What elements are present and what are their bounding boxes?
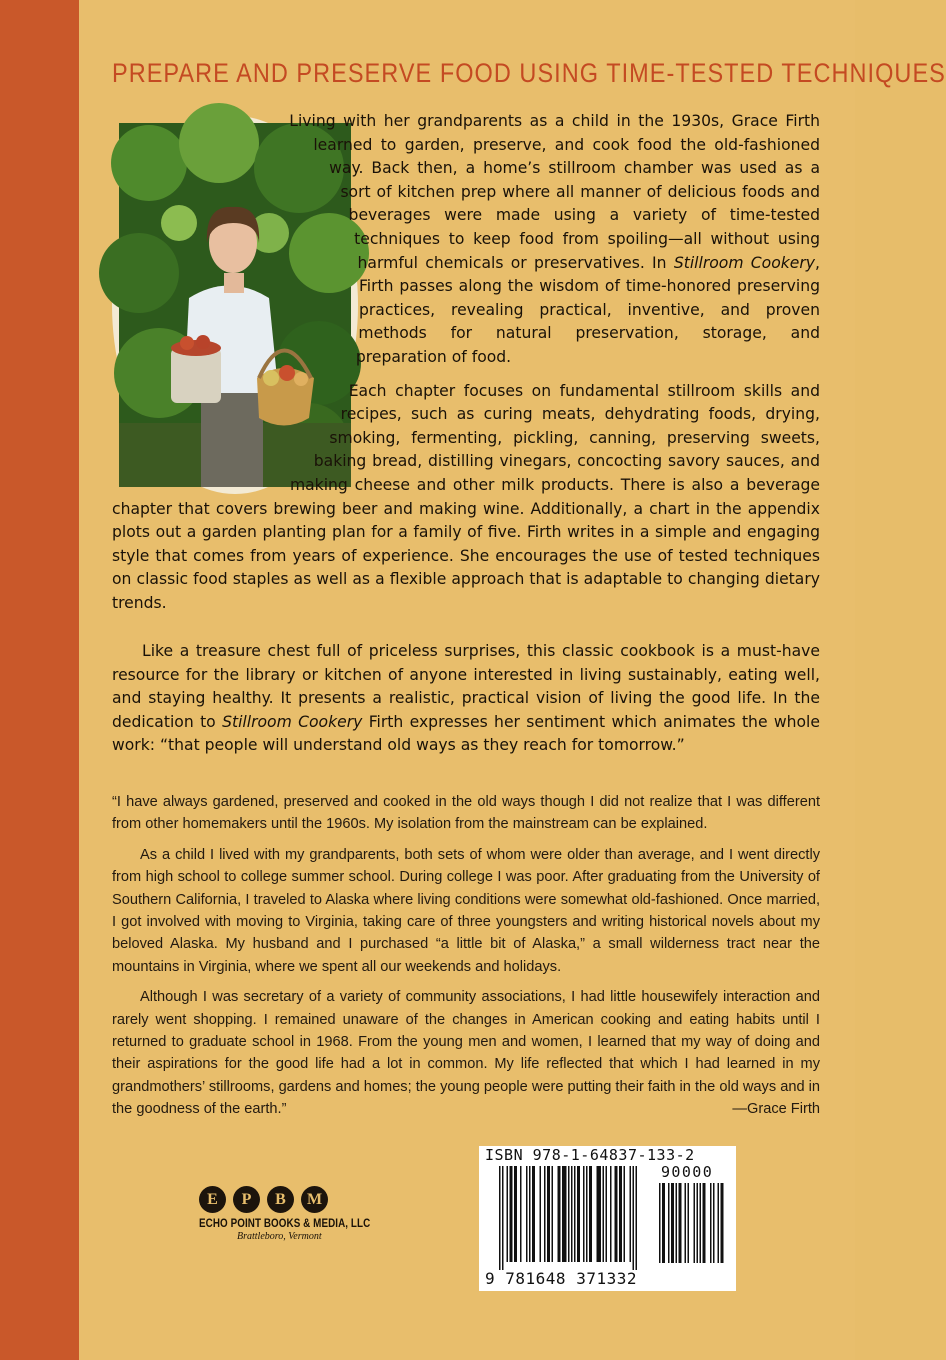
barcode-bar (721, 1183, 724, 1263)
paragraph-3-block (112, 640, 820, 758)
barcode-bar (624, 1166, 626, 1262)
barcode-bar (710, 1183, 712, 1263)
barcode-bar (568, 1166, 570, 1262)
barcode-bar (529, 1166, 531, 1262)
barcode-bar (659, 1183, 661, 1263)
barcode-bar (574, 1166, 576, 1262)
barcode-bar (571, 1166, 573, 1262)
barcode-bar (700, 1183, 702, 1263)
barcode-bar (577, 1166, 580, 1262)
price-code: 90000 (661, 1163, 714, 1181)
barcode-bar (671, 1183, 674, 1263)
publisher-location: Brattleboro, Vermont (237, 1231, 322, 1242)
barcode-bar (514, 1166, 517, 1262)
logo-letter-p: P (233, 1186, 260, 1213)
barcode-bar (662, 1183, 665, 1263)
ean-number: 9 781648 371332 (485, 1269, 637, 1288)
barcode-bar (603, 1166, 605, 1262)
logo-letter-m: M (301, 1186, 328, 1213)
barcode-bar (630, 1166, 632, 1262)
barcode-bar (688, 1183, 690, 1263)
barcode-bar (526, 1166, 528, 1262)
barcode-bar (586, 1166, 588, 1262)
barcode-bar (562, 1166, 567, 1262)
paragraph-2: Each chapter focuses on fundamental stillroom skills and recipes, such as curing meats, dehydrating foods, drying, smoking, fermenting, pickling, canning, preserving sweets, baking bread, distilling vinegars, concocting savory sauces, and making cheese and other milk products. There is also a beverage chapter that covers brewing beer and making wine. Additionally, a chart in the appendix plots out a garden planting plan for a family of five. Firth writes in a simple and engaging style that comes from years of experience. She encourages the use of tested techniques on classic food staples as well as a flexible approach that is adaptable to changing dietary trends. (112, 381, 820, 612)
barcode-bar (619, 1166, 622, 1262)
quote-paragraph-2: As a child I lived with my grandparents, both sets of whom were older than average, and I went directly from high school to college summer school. During college I was poor. After graduating from the University of Southern California, I traveled to Alaska where living conditions were somewhat old-fashioned. Once married, I got involved with moving to Virginia, taking care of three youngsters and writing historical novels about my beloved Alaska. My husband and I purchased “a little bit of Alaska,” a small wilderness tract near the mountains in Virginia, where we spent all our weekends and holidays. (112, 846, 820, 975)
barcode-bar (547, 1166, 550, 1262)
barcode-bar (558, 1166, 561, 1262)
paragraph-1-text-a: Living with her grandparents as a child in the 1930s, Grace Firth learned to garden, preserve, and cook food the old-fashioned way. Back then, a home’s stillroom chamber was used as a sort of kitchen prep where all manner of delicious foods and beverages were made using a variety of time-tested techniques to keep food from spoiling—all without using harmful chemicals or preservatives. In (289, 112, 820, 272)
barcode-bar (532, 1166, 535, 1262)
quote-paragraph-3-text: Although I was secretary of a variety of community associations, I had little housewifely interaction and rarely went shopping. I remained unaware of the changes in American cooking and eating habits until I returned to graduate school in 1968. From the young men and women, I learned that my way of doing and their aspirations for the good life had a lot in common. My life reflected that which I had learned in my grandmothers’ stillrooms, gardens and homes; the young people were putting their faith in the old ways and in the goodness of the earth.” (112, 989, 820, 1118)
barcode-bar (540, 1166, 542, 1262)
paragraph-3 (112, 640, 820, 758)
barcode-bar (499, 1166, 501, 1270)
logo-letter-b: B (267, 1186, 294, 1213)
barcode-bar (544, 1166, 546, 1262)
publisher-logo (199, 1186, 369, 1256)
barcode-bar (694, 1183, 696, 1263)
barcode-bar (610, 1166, 612, 1262)
barcode-bar (676, 1183, 678, 1263)
barcode-bar (718, 1183, 720, 1263)
quote-paragraph-3 (112, 986, 820, 1120)
barcode-bar (583, 1166, 585, 1262)
barcode-box (479, 1146, 736, 1291)
barcode-bar (697, 1183, 699, 1263)
barcode-bar (679, 1183, 682, 1263)
barcode-bar (713, 1183, 715, 1263)
barcode-bar (615, 1166, 618, 1262)
ean-barcode (499, 1166, 649, 1270)
barcode-bar (552, 1166, 554, 1262)
price-barcode (659, 1183, 721, 1267)
publisher-name: ECHO POINT BOOKS & MEDIA, LLC (199, 1216, 371, 1230)
book-title-italic: Stillroom Cookery (673, 253, 816, 272)
barcode-bar (668, 1183, 670, 1263)
book-title-italic-2: Stillroom Cookery (222, 712, 363, 731)
barcode-bar (520, 1166, 522, 1262)
barcode-bar (685, 1183, 687, 1263)
logo-circles (199, 1186, 369, 1213)
quote-paragraph-1: “I have always gardened, preserved and cooked in the old ways though I did not realize that I was different from other homemakers until the 1960s. My isolation from the mainstream can be explained. (112, 794, 820, 833)
spine-edge (0, 0, 79, 1360)
barcode-bar (510, 1166, 513, 1262)
paragraph-3-text-a: Like a treasure chest full of priceless surprises, this classic cookbook is a must-have resource for the library or kitchen of anyone interested in living sustainably, eating well, and staying healthy. It presents a realistic, practical vision of living the good life. In the dedication to (112, 642, 820, 731)
barcode-bar (703, 1183, 706, 1263)
barcode-bar (597, 1166, 602, 1262)
logo-letter-e: E (199, 1186, 226, 1213)
barcode-bar (502, 1166, 504, 1270)
barcode-bar (507, 1166, 509, 1262)
barcode-bar (636, 1166, 638, 1270)
barcode-bar (589, 1166, 592, 1262)
paragraph-3-text-b: Firth expresses her sentiment which animates the whole work: “that people will understand old ways as they reach for tomorrow.” (112, 712, 820, 755)
paragraph-1-text-b: , Firth passes along the wisdom of time-honored preserving practices, revealing practical, inventive, and proven methods for natural preservation, storage, and preparation of food. (355, 253, 820, 366)
quote-signature: —Grace Firth (732, 1101, 820, 1118)
isbn-label: ISBN 978-1-64837-133-2 (485, 1146, 695, 1164)
description-block (112, 110, 820, 625)
author-quote (112, 791, 820, 1129)
barcode-bar (606, 1166, 608, 1262)
headline: PREPARE AND PRESERVE FOOD USING TIME-TESTED TECHNIQUES (112, 58, 946, 88)
barcode-bar (633, 1166, 635, 1270)
